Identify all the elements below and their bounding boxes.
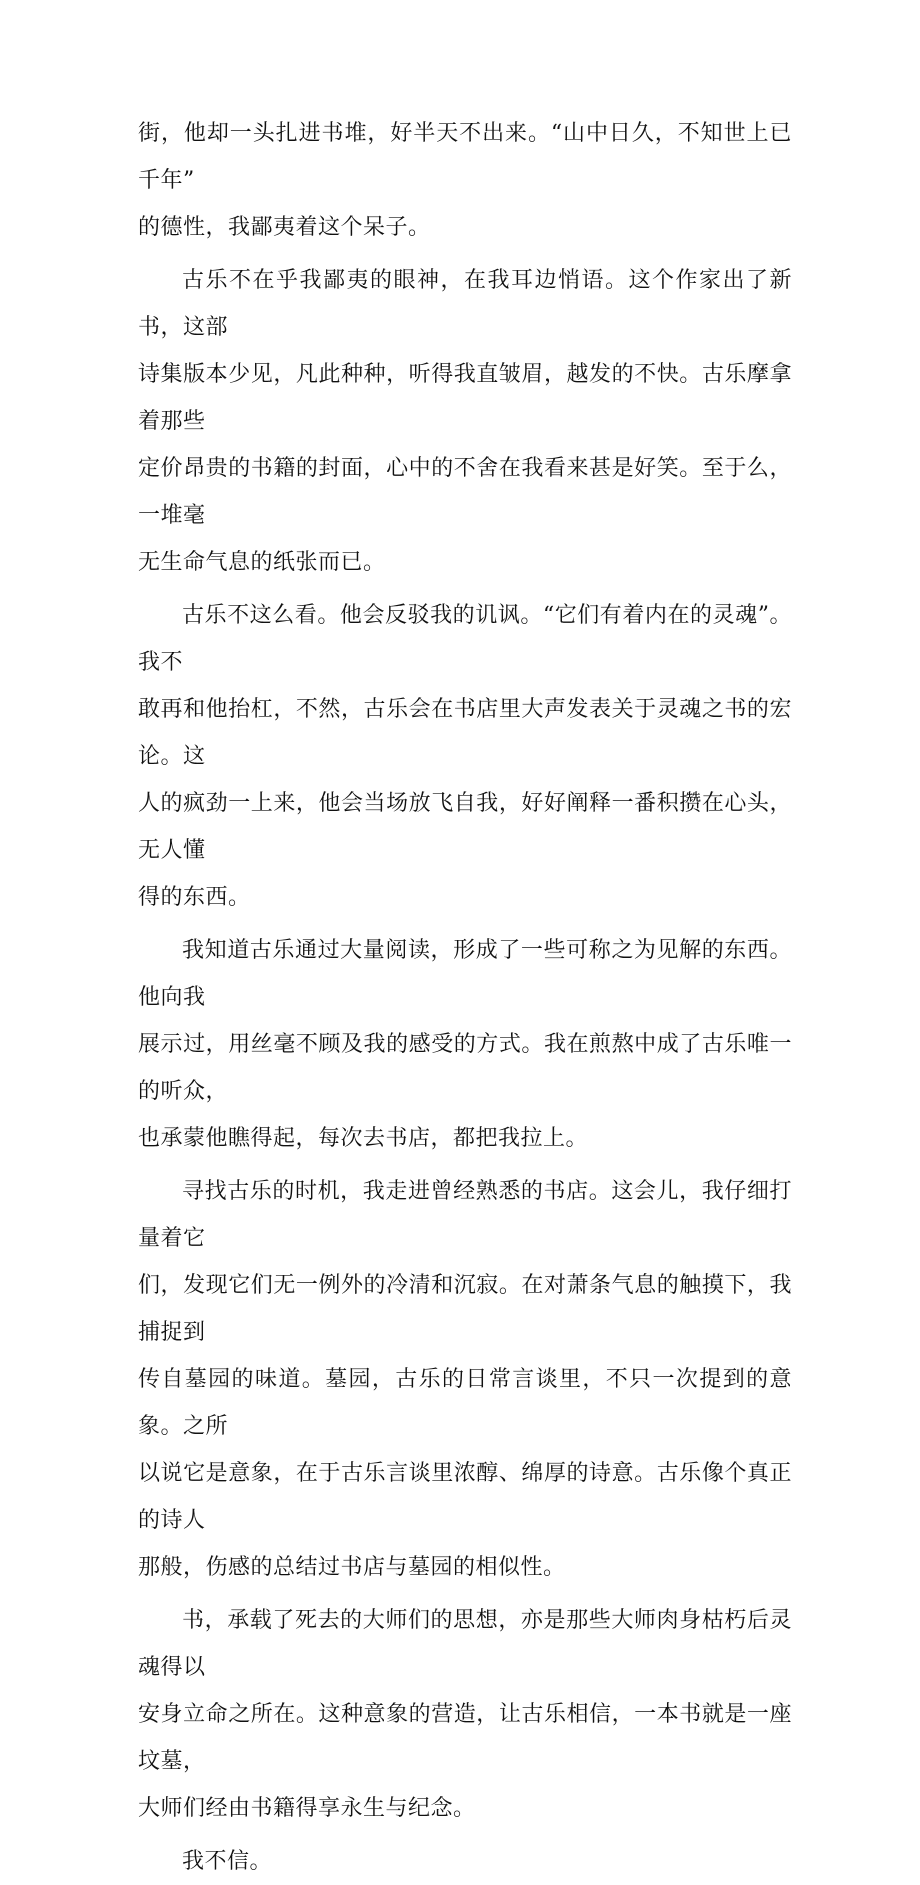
- paragraph-3: 古乐不这么看。他会反驳我的讥讽。“它们有着内在的灵魂”。我不 敢再和他抬杠，不然，古乐会在书店里大声发表关于灵魂之书的宏论。这 人的疯劲一上来，他会当场放飞自我，好好阐释一番积攒在心头，无人懂 得的东西。: [138, 603, 792, 910]
- paragraph-5: 寻找古乐的时机，我走进曾经熟悉的书店。这会儿，我仔细打量着它 们，发现它们无一例外的冷清和沉寂。在对萧条气息的触摸下，我捕捉到 传自墓园的味道。墓园，古乐的日常言谈里，不只一次提到的意象。之所 以说它是意象，在于古乐言谈里浓醇、绵厚的诗意。古乐像个真正的诗人 那般，伤感的总结过书店与墓园的相似性。: [138, 1179, 792, 1580]
- paragraph-2: 古乐不在乎我鄙夷的眼神，在我耳边悄语。这个作家出了新书，这部 诗集版本少见，凡此种种，听得我直皱眉，越发的不快。古乐摩拿着那些 定价昂贵的书籍的封面，心中的不舍在我看来甚是好笑。至于么，一堆毫 无生命气息的纸张而已。: [138, 268, 792, 575]
- paragraph-6: 书，承载了死去的大师们的思想，亦是那些大师肉身枯朽后灵魂得以 安身立命之所在。这种意象的营造，让古乐相信，一本书就是一座坟墓， 大师们经由书籍得享永生与纪念。: [138, 1608, 792, 1821]
- paragraph-7: 我不信。: [182, 1849, 273, 1874]
- paragraph-continuation: 街，他却一头扎进书堆，好半天不出来。“山中日久，不知世上已千年” 的德性，我鄙夷着这个呆子。: [138, 121, 792, 240]
- paragraph-4: 我知道古乐通过大量阅读，形成了一些可称之为见解的东西。他向我 展示过，用丝毫不顾及我的感受的方式。我在煎熬中成了古乐唯一的听众， 也承蒙他瞧得起，每次去书店，都把我拉上。: [138, 938, 792, 1151]
